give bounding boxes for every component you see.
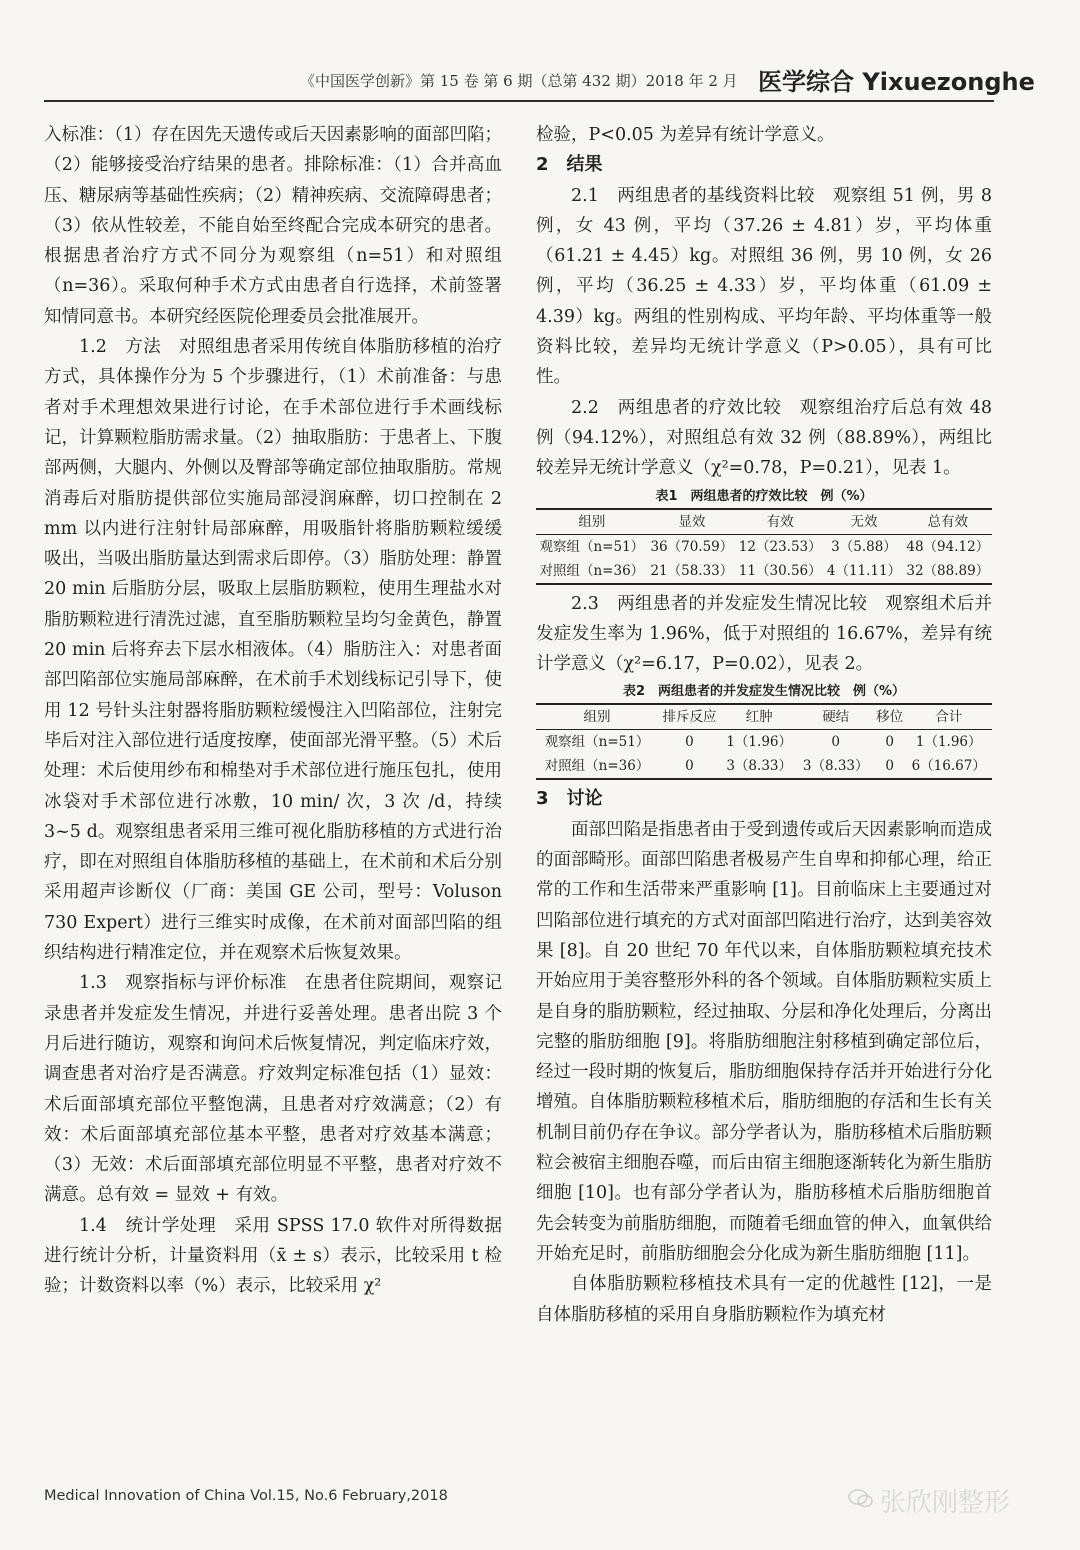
complications-heading: 2.3 两组患者的并发症发生情况比较 bbox=[571, 593, 868, 614]
table1-cell: 4（11.11） bbox=[824, 559, 903, 584]
table2-header: 移位 bbox=[874, 704, 905, 730]
left-column bbox=[44, 120, 502, 1302]
header-rule bbox=[44, 100, 994, 102]
footer-citation: Medical Innovation of China Vol.15, No.6 February,2018 bbox=[44, 1488, 448, 1504]
complications-paragraph bbox=[536, 589, 992, 680]
methods-heading: 1.2 方法 bbox=[79, 337, 162, 358]
table2-cell: 对照组（n=36） bbox=[536, 754, 658, 779]
table1-cell: 对照组（n=36） bbox=[536, 559, 648, 584]
table1-title: 表1 两组患者的疗效比较 例（%） bbox=[655, 488, 873, 504]
table2-header: 排斥反应 bbox=[658, 704, 721, 730]
table1-cell: 3（5.88） bbox=[831, 538, 897, 555]
discussion-paragraph-2: 自体脂肪颗粒移植技术具有一定的优越性 [12]，一是自体脂肪移植的采用自身脂肪颗粒作为填充材 bbox=[536, 1274, 992, 1325]
table1-cell: 32（88.89） bbox=[904, 559, 992, 584]
table2-cell: 观察组（n=51） bbox=[544, 734, 650, 751]
methods-paragraph bbox=[44, 332, 502, 968]
table2-cell: 3（8.33） bbox=[797, 754, 874, 779]
right-column bbox=[536, 120, 992, 1330]
methods-body: 对照组患者采用传统自体脂肪移植的治疗方式，具体操作分为 5 个步骤进行，（1）术前准备：与患者对手术理想效果进行讨论，在手术部位进行手术画线标记，计算颗粒脂肪需求量。（2）抽取脂肪：于患者上、下腹部两侧，大腿内、外侧以及臀部等确定部位抽取脂肪。常规消毒后对脂肪提供部位实施局部浸润麻醉，切口控制在 2 mm 以内进行注射针局部麻醉，用吸脂针将脂肪颗粒缓缓吸出，当吸出脂肪量达到需求后即停。（3）脂肪处理：静置 20 min 后脂肪分层，吸取上层脂肪颗粒，使用生理盐水对脂肪颗粒进行清洗过滤，直至脂肪颗粒呈均匀金黄色，静置 20 min 后将弃去下层水相液体。（4）脂肪注入：对患者面部凹陷部位实施局部麻醉，在术前手术划线标记引导下，使用 12 号针头注射器将脂肪颗粒缓慢注入凹陷部位，注射完毕后对注入部位进行适度按摩，使面部光滑平整。（5）术后处理：术后使用纱布和棉垫对手术部位进行施压包扎，使用冰袋对手术部位进行冰敷，10 min/ 次，3 次 /d，持续 3~5 d。观察组患者采用三维可视化脂肪移植的方式进行治疗，即在对照组自体脂肪移植的基础上，在术前和术后分别采用超声诊断仪（厂商：美国 GE 公司，型号：Voluson 730 Expert）进行三维实时成像，在术前对面部凹陷的组织结构进行精准定位，并在观察术后恢复效果。 bbox=[44, 337, 502, 964]
baseline-heading: 2.1 两组患者的基线资料比较 bbox=[571, 185, 815, 206]
baseline-paragraph bbox=[536, 181, 992, 393]
inclusion-criteria-paragraph: 入标准：（1）存在因先天遗传或后天因素影响的面部凹陷；（2）能够接受治疗结果的患者。排除标准：（1）合并高血压、糖尿病等基础性疾病；（2）精神疾病、交流障碍患者；（3）依从性较差，不能自始至终配合完成本研究的患者。根据患者治疗方式不同分为观察组（n=51）和对照组（n=36）。采取何种手术方式由患者自行选择，术前签署知情同意书。本研究经医院伦理委员会批准展开。 bbox=[44, 125, 502, 327]
table2-cell: 6（16.67） bbox=[905, 754, 992, 779]
table2-cell: 1（1.96） bbox=[915, 734, 982, 751]
table-row bbox=[536, 754, 992, 779]
table2-cell: 3（8.33） bbox=[721, 754, 798, 779]
watermark-text: 张欣刚整形 bbox=[880, 1488, 1011, 1518]
table2-header: 红肿 bbox=[721, 704, 798, 730]
efficacy-body: 观察组治疗后总有效 48 例（94.12%），对照组总有效 32 例（88.89%），两组比较差异无统计学意义（χ²=0.78，P=0.21），见表 1。 bbox=[536, 397, 992, 479]
table2-cell: 0 bbox=[874, 754, 905, 779]
table1-header: 组别 bbox=[536, 509, 648, 535]
indicators-body: 在患者住院期间，观察记录患者并发症发生情况，并进行妥善处理。患者出院 3 个月后进行随访，观察和询问术后恢复情况，判定临床疗效，调查患者对治疗是否满意。疗效判定标准包括（1）显效：术后面部填充部位平整饱满，且患者对疗效满意；（2）有效：术后面部填充部位基本平整，患者对疗效基本满意；（3）无效：术后面部填充部位明显不平整，患者对疗效不满意。总有效 = 显效 + 有效。 bbox=[44, 973, 502, 1206]
discussion-heading: 3 讨论 bbox=[536, 788, 603, 810]
table1-cell: 36（70.59） bbox=[650, 538, 734, 555]
efficacy-heading: 2.2 两组患者的疗效比较 bbox=[571, 397, 782, 418]
table2-header: 硬结 bbox=[797, 704, 874, 730]
table1-cell: 21（58.33） bbox=[648, 559, 736, 584]
journal-info: 《中国医学创新》第 15 卷 第 6 期（总第 432 期）2018 年 2 月 bbox=[300, 72, 738, 90]
table2-cell: 0 bbox=[831, 734, 840, 751]
page-header bbox=[0, 0, 1080, 108]
table2-cell: 0 bbox=[885, 734, 894, 751]
table1 bbox=[536, 508, 992, 585]
table2-header: 合计 bbox=[905, 704, 992, 730]
table2-title: 表2 两组患者的并发症发生情况比较 例（%） bbox=[622, 684, 906, 700]
results-heading: 2 结果 bbox=[536, 154, 603, 176]
indicators-heading: 1.3 观察指标与评价标准 bbox=[79, 973, 287, 994]
table2-cell: 0 bbox=[658, 754, 721, 779]
statistics-body: 采用 SPSS 17.0 软件对所得数据进行统计分析，计量资料用（x̄ ± s）表示，比较采用 t 检验；计数资料以率（%）表示，比较采用 χ² bbox=[44, 1215, 502, 1297]
baseline-body: 观察组 51 例，男 8 例，女 43 例，平均（37.26 ± 4.81）岁，平均体重（61.21 ± 4.45）kg。对照组 36 例，男 10 例，女 26 例，平均（36.25 ± 4.33）岁，平均体重（61.09 ± 4.39）kg。两组的性别构成、平均年龄、平均体重等一般资料比较，差异均无统计学意义（P>0.05），具有可比性。 bbox=[536, 185, 992, 388]
table2 bbox=[536, 703, 992, 780]
table2-cell: 1（1.96） bbox=[726, 734, 792, 751]
table1-header: 有效 bbox=[736, 509, 824, 535]
section-title: 医学综合 Yixuezonghe bbox=[758, 68, 1035, 96]
statistics-paragraph bbox=[44, 1211, 502, 1302]
table-row bbox=[536, 534, 992, 559]
indicators-paragraph bbox=[44, 968, 502, 1210]
wechat-icon bbox=[848, 1488, 874, 1510]
table1-cell: 12（23.53） bbox=[738, 538, 822, 555]
table1-header: 总有效 bbox=[904, 509, 992, 535]
table1-cell: 观察组（n=51） bbox=[539, 538, 645, 555]
complications-body: 观察组术后并发症发生率为 1.96%，低于对照组的 16.67%，差异有统计学意义（χ²=6.17，P=0.02），见表 2。 bbox=[536, 593, 992, 675]
statistics-heading: 1.4 统计学处理 bbox=[79, 1215, 217, 1236]
table1-header-row bbox=[536, 509, 992, 535]
table1-cell: 48（94.12） bbox=[906, 538, 990, 555]
table1-header: 显效 bbox=[648, 509, 736, 535]
table-row bbox=[536, 559, 992, 584]
table2-header: 组别 bbox=[536, 704, 658, 730]
efficacy-paragraph bbox=[536, 393, 992, 484]
table2-header-row bbox=[536, 704, 992, 730]
discussion-paragraph-1: 面部凹陷是指患者由于受到遗传或后天因素影响而造成的面部畸形。面部凹陷患者极易产生自卑和抑郁心理，给正常的工作和生活带来严重影响 [1]。目前临床上主要通过对凹陷部位进行填充的方式对面部凹陷进行治疗，达到美容效果 [8]。自 20 世纪 70 年代以来，自体脂肪颗粒填充技术开始应用于美容整形外科的各个领域。自体脂肪颗粒实质上是自身的脂肪颗粒，经过抽取、分层和净化处理后，分离出完整的脂肪细胞 [9]。将脂肪细胞注射移植到确定部位后，经过一段时期的恢复后，脂肪细胞保持存活并开始进行分化增殖。自体脂肪颗粒移植术后，脂肪细胞的存活和生长有关机制目前仍存在争议。部分学者认为，脂肪移植术后脂肪颗粒会被宿主细胞吞噬，而后由宿主细胞逐渐转化为新生脂肪细胞 [10]。也有部分学者认为，脂肪移植术后脂肪细胞首先会转变为前脂肪细胞，而随着毛细血管的伸入，血氧供给开始充足时，前脂肪细胞会分化成为新生脂肪细胞 [11]。 bbox=[536, 819, 992, 1264]
table1-header: 无效 bbox=[824, 509, 903, 535]
significance-line: 检验，P<0.05 为差异有统计学意义。 bbox=[536, 125, 835, 145]
table2-cell: 0 bbox=[685, 734, 694, 751]
table1-cell: 11（30.56） bbox=[736, 559, 824, 584]
table-row bbox=[536, 730, 992, 755]
